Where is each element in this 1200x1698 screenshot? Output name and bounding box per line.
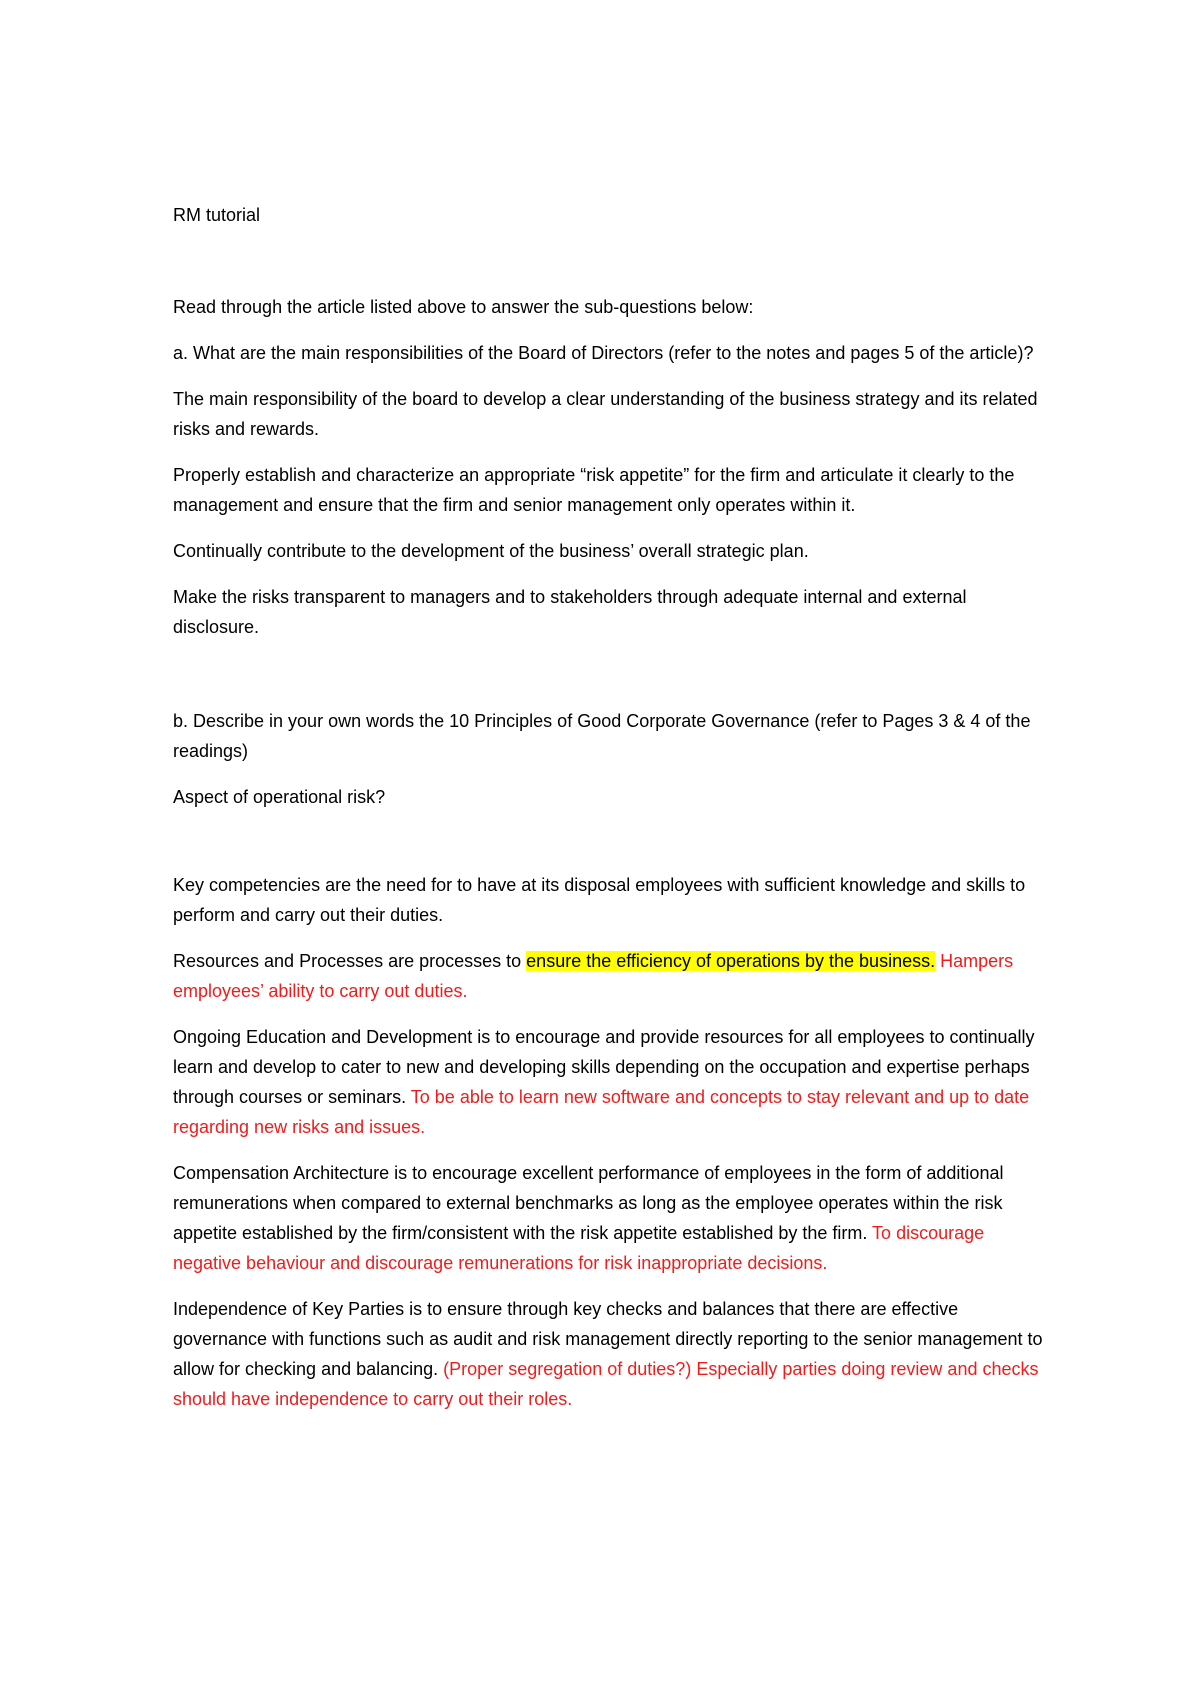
document-body xyxy=(173,200,1043,1430)
resources-highlight: ensure the efficiency of operations by the business. xyxy=(526,951,936,971)
resources-paragraph xyxy=(173,946,1043,1006)
answer-a-2: Properly establish and characterize an appropriate “risk appetite” for the firm and articulate it clearly to the management and ensure that the firm and senior management only operates within it. xyxy=(173,465,1015,515)
question-b: b. Describe in your own words the 10 Principles of Good Corporate Governance (refer to Pages 3 & 4 of the readings) xyxy=(173,711,1031,761)
compensation-note: To discourage negative behaviour and discourage remunerations for risk inappropriate decisions. xyxy=(173,1223,985,1273)
question-a: a. What are the main responsibilities of the Board of Directors (refer to the notes and pages 5 of the article)? xyxy=(173,343,1034,363)
answer-a-1: The main responsibility of the board to develop a clear understanding of the business strategy and its related risks and rewards. xyxy=(173,389,1038,439)
education-note: To be able to learn new software and concepts to stay relevant and up to date regarding new risks and issues. xyxy=(173,1087,1030,1137)
key-competencies-paragraph: Key competencies are the need for to have at its disposal employees with sufficient knowledge and skills to perform and carry out their duties. xyxy=(173,875,1026,925)
compensation-text: Compensation Architecture is to encourage excellent performance of employees in the form of additional remunerations when compared to external benchmarks as long as the employee operates within the risk appetite established by the firm/consistent with the risk appetite established by the firm. xyxy=(173,1163,1004,1243)
independence-text: Independence of Key Parties is to ensure through key checks and balances that there are effective governance with functions such as audit and risk management directly reporting to the senior management to allow for checking and balancing. xyxy=(173,1299,1043,1379)
document-title: RM tutorial xyxy=(173,205,261,225)
intro-paragraph: Read through the article listed above to answer the sub-questions below: xyxy=(173,297,754,317)
answer-a-3: Continually contribute to the development of the business’ overall strategic plan. xyxy=(173,541,809,561)
independence-paragraph xyxy=(173,1294,1043,1414)
resources-note: Hampers employees’ ability to carry out duties. xyxy=(173,951,1014,1001)
compensation-paragraph xyxy=(173,1158,1043,1278)
education-paragraph xyxy=(173,1022,1043,1142)
independence-note: (Proper segregation of duties?) Especially parties doing review and checks should have independence to carry out their roles. xyxy=(173,1359,1039,1409)
answer-a-4: Make the risks transparent to managers and to stakeholders through adequate internal and external disclosure. xyxy=(173,587,967,637)
resources-lead: Resources and Processes are processes to xyxy=(173,951,527,971)
aspect-question: Aspect of operational risk? xyxy=(173,787,386,807)
education-text: Ongoing Education and Development is to encourage and provide resources for all employees to continually learn and develop to cater to new and developing skills depending on the occupation and expertise perhaps through courses or seminars. xyxy=(173,1027,1035,1107)
